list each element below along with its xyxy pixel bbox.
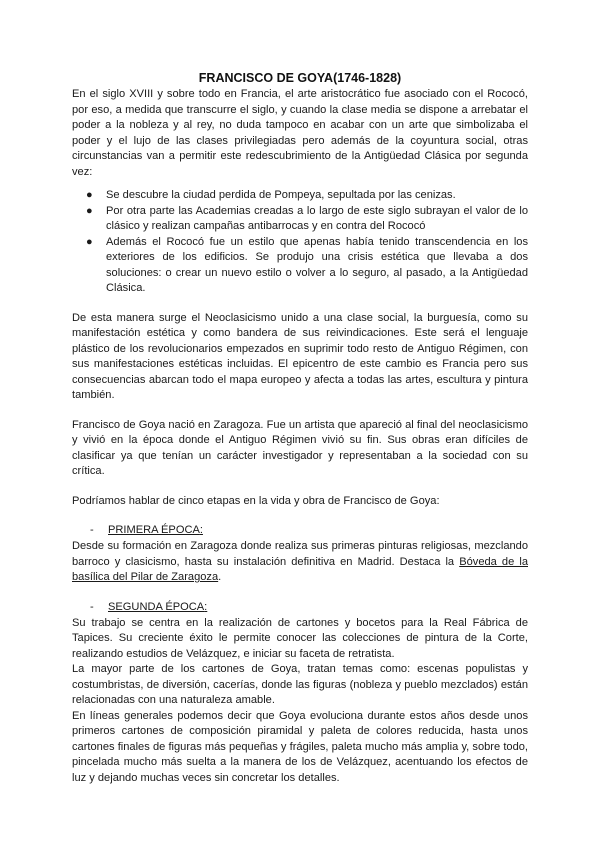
bullet-icon: ● [86, 189, 93, 201]
bullet-text: Además el Rococó fue un estilo que apenas había tenido transcendencia en los exteriores de los edificios. Se produjo una crisis estética que llevaba a dos soluciones: o crear un nuevo estilo o volver a lo seguro, al pasado, a la Antigüedad Clásica. [106, 235, 528, 294]
bullet-text: Por otra parte las Academias creadas a lo largo de este siglo subrayan el valor de lo clásico y realizan campañas antibarrocas y en contra del Rococó [106, 204, 528, 232]
section-heading-segunda: - SEGUNDA ÉPOCA: [72, 600, 528, 616]
list-item [72, 188, 528, 204]
etapas-intro: Podríamos hablar de cinco etapas en la vida y obra de Francisco de Goya: [72, 494, 440, 507]
section-heading-primera: - PRIMERA ÉPOCA: [72, 523, 528, 539]
segunda-paragraph-2: La mayor parte de los cartones de Goya, tratan temas como: escenas populistas y costumbristas, de diversión, cacerías, donde las figuras (nobleza y pueblo mezclados) están relacionadas con una naturaleza amable. [72, 663, 528, 706]
segunda-paragraph-1: Su trabajo se centra en la realización de cartones y bocetos para la Real Fábrica de Tapices. Su creciente éxito le permite conocer las colecciones de pintura de la Corte, realizando estudios de Velázquez, e iniciar su faceta de retratista. [72, 616, 528, 660]
section-dash: - [90, 600, 94, 613]
section-heading-text: SEGUNDA ÉPOCA [108, 600, 205, 613]
bullet-icon: ● [86, 235, 93, 248]
section-dash: - [90, 524, 94, 536]
intro-paragraph: En el siglo XVIII y sobre todo en Francia, el arte aristocrático fue asociado con el Rococó, por eso, a medida que transcurre el siglo, y cuando la clase media se dispone a arrebatar el poder a la nobleza y al rey, no duda tampoco en acabar con un arte que simbolizaba el poder y el lujo de las clases privilegiadas pero además de la coyuntura social, otras circunstancias van a permitir este redescubrimiento de la Antigüedad Clásica por segunda vez: [72, 88, 528, 178]
segunda-paragraph-3: En líneas generales podemos decir que Goya evoluciona durante estos años desde unos primeros cartones de composición piramidal y paleta de colores reducida, hasta unos cartones finales de figuras más pequeñas y frágiles, paleta mucho más amplia y, sobre todo, pincelada mucho más suelta a la manera de los de Velázquez, acentuando los efectos de luz y dejando muchas veces sin concretar los detalles. [72, 709, 528, 784]
neoclasicismo-paragraph: De esta manera surge el Neoclasicismo unido a una clase social, la burguesía, como su manifestación estética y como bandera de sus reivindicaciones. Este será el lenguaje plástico de los revolucionarios empezados en suprimir todo resto de Antiguo Régimen, con sus manifestaciones estéticas incluidas. El epicentro de este cambio es Francia pero sus consecuencias abarcan todo el mapa europeo y afecta a todas las artes, escultura y pintura también. [72, 311, 528, 401]
bullet-icon: ● [86, 204, 93, 217]
bullet-text: Se descubre la ciudad perdida de Pompeya, sepultada por las cenizas. [106, 189, 456, 201]
section-heading-text: PRIMERA ÉPOCA [108, 524, 200, 536]
bullet-list [72, 188, 528, 297]
list-item [72, 204, 528, 235]
list-item [72, 235, 528, 297]
goya-intro-paragraph: Francisco de Goya nació en Zaragoza. Fue un artista que apareció al final del neoclasicismo y vivió en la época donde el Antiguo Régimen vivió su fin. Sus obras eran difíciles de clasificar ya que tenían un carácter investigador y representaban a la sociedad con su crítica. [72, 418, 528, 477]
page-title: FRANCISCO DE GOYA(1746-1828) [198, 71, 402, 85]
boveda-link[interactable]: Bóveda de la basílica del Pilar de Zaragoza [72, 555, 528, 583]
page-content [72, 70, 528, 786]
primera-paragraph: Desde su formación en Zaragoza donde realiza sus primeras pinturas religiosas, mezclando barroco y clasicismo, hasta su instalación definitiva en Madrid. Destaca la Bóveda de la basílica del Pilar de Zaragoza. [72, 540, 528, 583]
